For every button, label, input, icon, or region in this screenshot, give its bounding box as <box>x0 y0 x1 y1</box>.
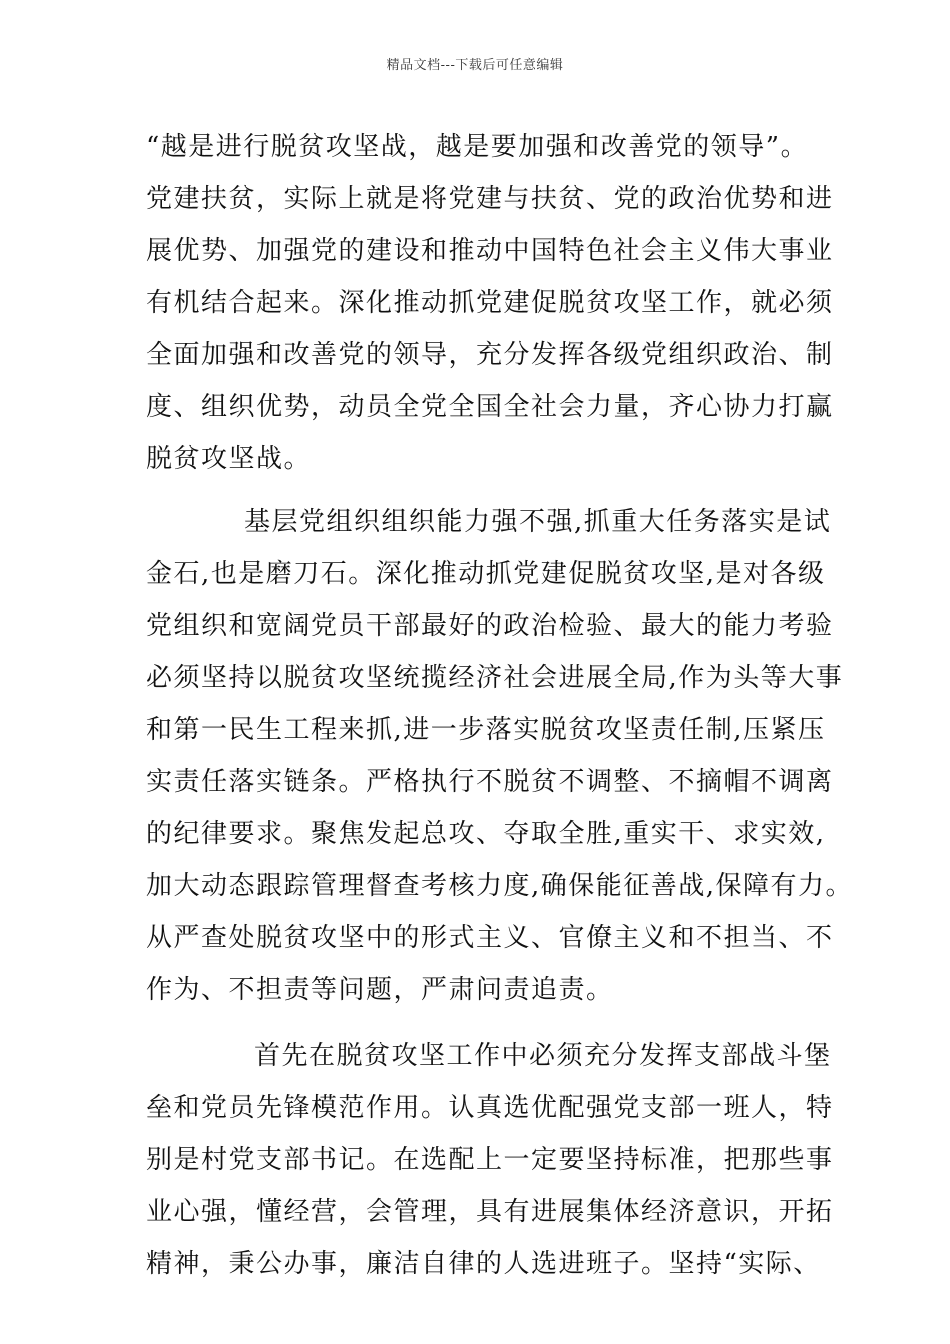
text-line: 实责任落实链条。严格执行不脱贫不调整、不摘帽不调离 <box>146 767 834 797</box>
text-line-indented: 基层党组织组织能力强不强,抓重大任务落实是试 <box>244 507 832 537</box>
text-line: 金石,也是磨刀石。深化推动抓党建促脱贫攻坚,是对各级 <box>146 559 826 589</box>
text-line: 业心强，懂经营，会管理，具有进展集体经济意识，开拓 <box>146 1197 834 1227</box>
document-body <box>146 121 854 1290</box>
text-line-indented: 首先在脱贫攻坚工作中必须充分发挥支部战斗堡 <box>254 1041 832 1071</box>
text-line: 从严查处脱贫攻坚中的形式主义、官僚主义和不担当、不 <box>146 923 834 953</box>
text-line: 展优势、加强党的建设和推动中国特色社会主义伟大事业 <box>146 236 834 266</box>
text-line: 垒和党员先锋模范作用。认真选优配强党支部一班人，特 <box>146 1093 834 1123</box>
text-line: 的纪律要求。聚焦发起总攻、夺取全胜,重实干、求实效, <box>146 819 826 849</box>
text-line: 党建扶贫，实际上就是将党建与扶贫、党的政治优势和进 <box>146 184 834 214</box>
text-line: 脱贫攻坚战。 <box>146 444 312 474</box>
text-line: 别是村党支部书记。在选配上一定要坚持标准，把那些事 <box>146 1145 834 1175</box>
text-line: 全面加强和改善党的领导，充分发挥各级党组织政治、制 <box>146 340 834 370</box>
paragraph-gap <box>146 485 808 496</box>
paragraph-1 <box>146 121 834 485</box>
text-line: “越是进行脱贫攻坚战，越是要加强和改善党的领导”。 <box>146 132 809 162</box>
paragraph-2 <box>146 496 854 1016</box>
paragraph-gap <box>146 1016 808 1030</box>
page-header: 精品文档---下载后可任意编辑 <box>386 58 564 73</box>
text-line: 必须坚持以脱贫攻坚统揽经济社会进展全局,作为头等大事 <box>146 663 844 693</box>
text-line: 党组织和宽阔党员干部最好的政治检验、最大的能力考验 <box>146 611 834 641</box>
paragraph-3 <box>146 1030 834 1290</box>
text-line: 度、组织优势，动员全党全国全社会力量，齐心协力打赢 <box>146 392 834 422</box>
text-line: 和第一民生工程来抓,进一步落实脱贫攻坚责任制,压紧压 <box>146 715 826 745</box>
text-line: 加大动态跟踪管理督查考核力度,确保能征善战,保障有力。 <box>146 871 854 901</box>
text-line: 有机结合起来。深化推动抓党建促脱贫攻坚工作，就必须 <box>146 288 834 318</box>
text-line: 作为、不担责等问题，严肃问责追责。 <box>146 975 614 1005</box>
text-line: 精神，秉公办事，廉洁自律的人选进班子。坚持“实际、 <box>146 1249 821 1279</box>
